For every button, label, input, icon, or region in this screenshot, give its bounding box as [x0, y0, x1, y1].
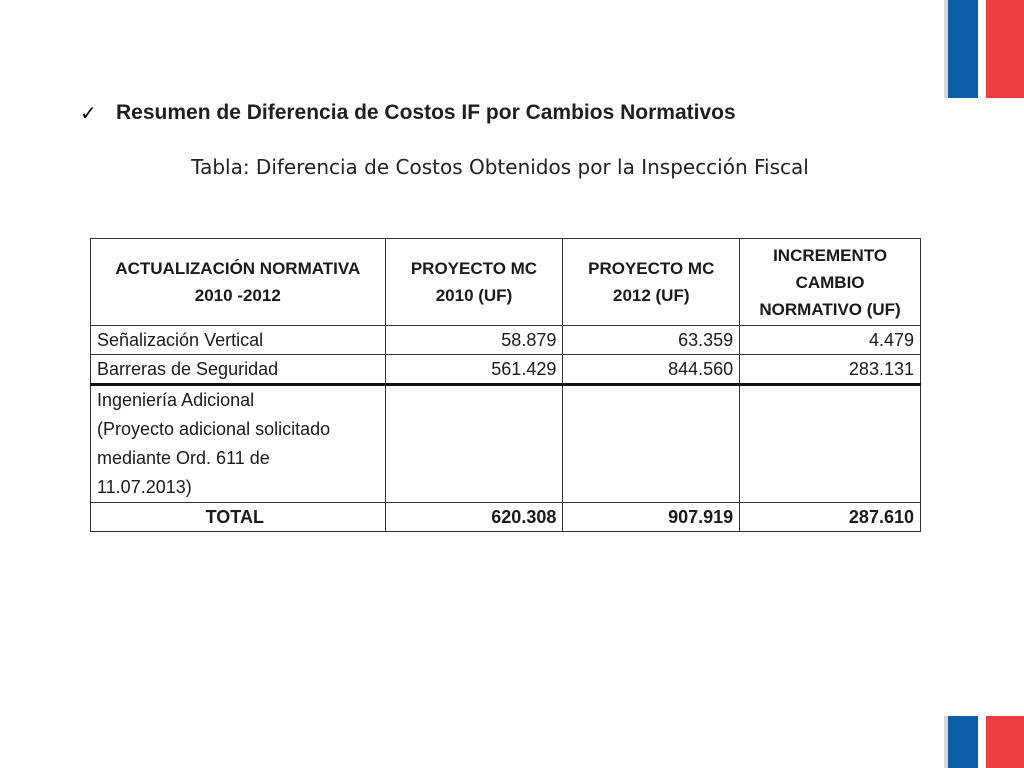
- header-proyecto-2012: [563, 239, 740, 326]
- row-value-2012: 844.560: [563, 355, 740, 385]
- table-row-ingenieria: [91, 385, 921, 503]
- header-incremento: [740, 239, 921, 326]
- total-value-incremento: 287.610: [740, 503, 921, 532]
- row-label: Señalización Vertical: [91, 326, 386, 355]
- flag-decoration-bottom: [944, 716, 1024, 768]
- table-row: [91, 355, 921, 385]
- header-line: ACTUALIZACIÓN NORMATIVA: [115, 259, 361, 278]
- label-line: mediante Ord. 611 de: [97, 448, 270, 468]
- header-actualizacion: [91, 239, 386, 326]
- heading-bullet: [80, 101, 736, 125]
- checkmark-icon: ✓: [80, 101, 97, 125]
- header-line: NORMATIVO (UF): [759, 299, 901, 319]
- row-value-2010-empty: [385, 385, 563, 503]
- table-caption: Tabla: Diferencia de Costos Obtenidos por la Inspección Fiscal: [191, 155, 809, 179]
- flag-decoration-top: [944, 0, 1024, 98]
- page-heading: Resumen de Diferencia de Costos IF por Cambios Normativos: [116, 101, 736, 124]
- row-label-multiline: [91, 385, 386, 503]
- table-row: [91, 326, 921, 355]
- row-value-2012-empty: [563, 385, 740, 503]
- row-value-2010: 561.429: [385, 355, 563, 385]
- header-line: PROYECTO MC: [410, 259, 538, 278]
- header-line: INCREMENTO: [773, 245, 888, 265]
- row-value-incremento: 283.131: [740, 355, 921, 385]
- total-value-2012: 907.919: [563, 503, 740, 532]
- total-label: TOTAL: [91, 503, 386, 532]
- header-line: 2010 -2012: [194, 286, 281, 305]
- header-line: 2010 (UF): [435, 286, 513, 305]
- row-value-incremento-empty: [740, 385, 921, 503]
- row-value-incremento: 4.479: [740, 326, 921, 355]
- header-line: PROYECTO MC: [588, 259, 715, 278]
- label-line: Ingeniería Adicional: [97, 390, 255, 410]
- row-value-2010: 58.879: [385, 326, 563, 355]
- header-proyecto-2010: [385, 239, 563, 326]
- table-header-row: [91, 239, 921, 326]
- header-line: CAMBIO: [795, 272, 865, 292]
- costs-table: [90, 238, 921, 532]
- row-value-2012: 63.359: [563, 326, 740, 355]
- table-total-row: [91, 503, 921, 532]
- label-line: (Proyecto adicional solicitado: [97, 419, 331, 439]
- label-line: 11.07.2013): [97, 477, 192, 497]
- total-value-2010: 620.308: [385, 503, 563, 532]
- row-label: Barreras de Seguridad: [91, 355, 386, 385]
- header-line: 2012 (UF): [612, 286, 690, 305]
